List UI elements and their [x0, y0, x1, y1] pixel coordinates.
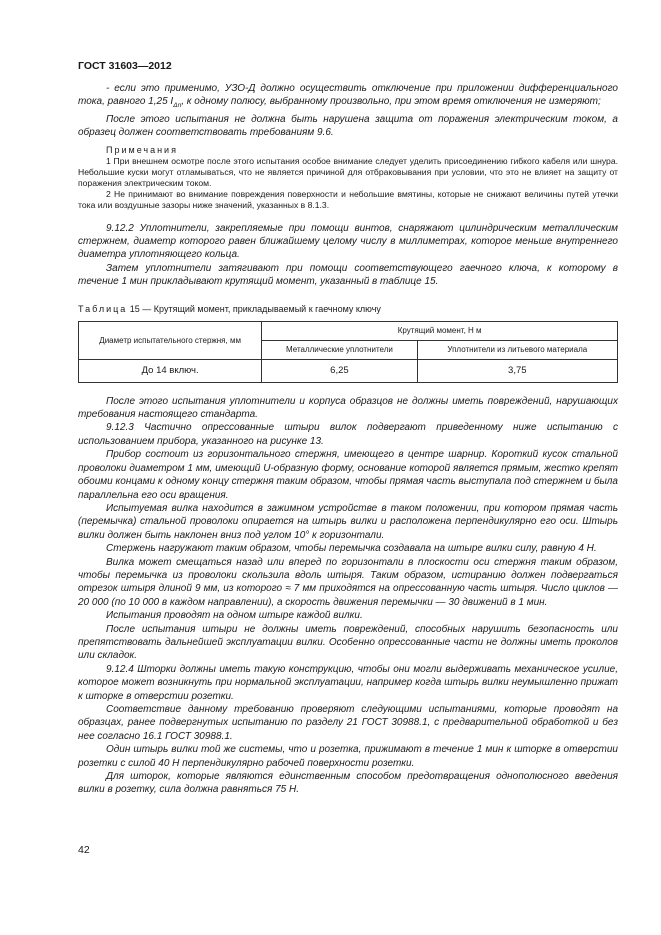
note-item-2: 2 Не принимают во внимание повреждения поверхности и небольшие вмятины, которые не снижают величины путей утечки тока или воздушные зазоры ниже значений, указанных в 8.1.3. [78, 189, 618, 211]
paragraph-no-damage: После испытания штыри не должны иметь повреждений, способных нарушить безопасность или препятствовать дальнейшей эксплуатации вилки. Особенно опрессованные части не должны иметь проколов или складок. [78, 623, 618, 662]
paragraph-compliance: Соответствие данному требованию проверяют следующими испытаниями, которые проводят на образцах, ранее подвергнутых испытанию по разделу 21 ГОСТ 30988.1, с предварительной обработкой и без нее согласно 16.1 ГОСТ 30988.1. [78, 704, 618, 742]
group-torque-header: Крутящий момент, Н м [262, 321, 618, 340]
page-number: 42 [78, 844, 90, 856]
paragraph-clamp: Испытуемая вилка находится в зажимном устройстве в таком положении, при котором прямая часть (перемычка) стальной проволоки опирается на штырь вилки и расположена перпендикулярно его оси. Штырь вилки должен быть наклонен вниз под углом 10° к горизонтали. [78, 502, 618, 541]
document-title: ГОСТ 31603—2012 [78, 60, 172, 72]
cell-metal: 6,25 [262, 359, 417, 382]
note-item-1: 1 При внешнем осмотре после этого испытания особое внимание следует уделить присоединению гибкого кабеля или шнура. Небольшие куски могут отламываться, что не является причиной для отбраковывания при условии, что это не влияет на защиту от поражения электрическим током. [78, 155, 618, 189]
paragraph-after-test: После этого испытания уплотнители и корпуса образцов не должны иметь повреждений, нарушающих требования настоящего стандарта. [78, 395, 618, 421]
paragraph-force-40: Один штырь вилки той же системы, что и розетка, прижимают в течение 1 мин к шторке в отверстии розетки с силой 40 Н перпендикулярно рабочей поверхности розетки. [78, 744, 618, 769]
page-content [78, 82, 618, 797]
paragraph-9-12-4: 9.12.4 Шторки должны иметь такую конструкцию, чтобы они могли выдерживать механическое усилие, которое может возникнуть при нормальной эксплуатации, например когда штырь вилки неумышленно прижат к шторке в отверстии розетки. [78, 663, 618, 702]
paragraph-protection: После этого испытания не должна быть нарушена защита от поражения электрическим током, а образец должен соответствовать требованиям 9.6. [78, 113, 618, 139]
torque-table [78, 321, 618, 383]
paragraph-one-pin: Испытания проводят на одном штыре каждой вилки. [106, 610, 363, 622]
col-metal-header: Металлические уплотнители [262, 340, 417, 359]
paragraph-load: Стержень нагружают таким образом, чтобы перемычка создавала на штыре вилки силу, равную 4 Н. [106, 543, 597, 555]
col-diameter-header: Диаметр испытательного стержня, мм [79, 321, 262, 359]
paragraph-device: Прибор состоит из горизонтального стержня, имеющего в центре шарнир. Короткий кусок стальной проволоки диаметром 1 мм, имеющий U-образную форму, основание которой является прямым, жестко крепят обоими концами к одному концу стержня таким образом, чтобы прямая часть выступала под стержнем и была параллельна его оси вращения. [78, 449, 618, 501]
paragraph-force-75: Для шторок, которые являются единственным способом предотвращения однополюсного введения вилки в розетку, сила должна равняться 75 Н. [78, 771, 618, 796]
cell-molded: 3,75 [417, 359, 617, 382]
paragraph-rcd-condition: - если это применимо, УЗО-Д должно осуществить отключение при приложении дифференциального тока, равного 1,25 $I_{\Delta n}$, к одному полюсу, выбранному произвольно, при этом время отключения не измеряют; [78, 83, 618, 110]
col-molded-header: Уплотнители из литьевого материала [417, 340, 617, 359]
cell-diameter: До 14 включ. [79, 359, 262, 382]
paragraph-motion: Вилка может смещаться назад или вперед по горизонтали в плоскости оси стержня таким образом, чтобы перемычка из проволоки скользила вдоль штыря. Таким образом, истиранию должен подвергаться отрезок штыря длиной 9 мм, из которого ≈ 7 мм приходятся на опрессованную часть штыря. Число циклов — 20 000 (по 10 000 в каждом направлении), а скорость движения перемычки — 30 движений в 1 мин. [78, 556, 618, 608]
notes-title: Примечания [106, 144, 178, 155]
paragraph-torque: Затем уплотнители затягивают при помощи соответствующего гаечного ключа, к которому в течение 1 мин прикладывают крутящий момент, указанный в таблице 15. [78, 262, 618, 288]
table-caption: Таблица 15 — Крутящий момент, прикладываемый к гаечному ключу [78, 303, 381, 314]
table-row [79, 359, 618, 382]
paragraph-9-12-2: 9.12.2 Уплотнители, закрепляемые при помощи винтов, снаряжают цилиндрическим металлическим стержнем, диаметр которого равен ближайшему целому числу в миллиметрах, которое меньше внутреннего диаметра уплотняющего кольца. [78, 222, 618, 261]
paragraph-9-12-3: 9.12.3 Частично опрессованные штыри вилок подвергают приведенному ниже испытанию с использованием прибора, указанного на рисунке 13. [78, 422, 618, 447]
